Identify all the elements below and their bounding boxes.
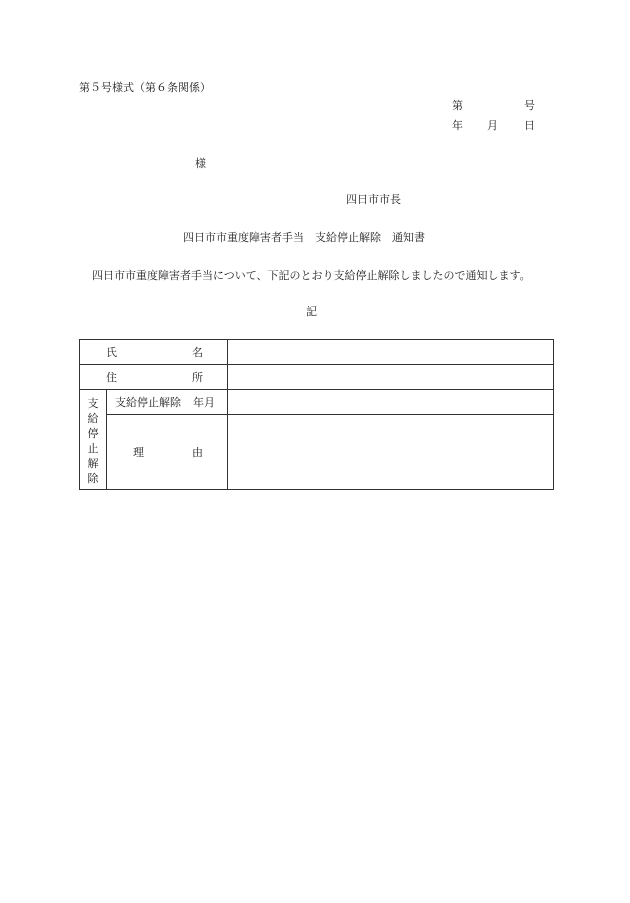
group-label-cell [80,390,107,490]
name-label-1: 氏 [106,346,117,359]
reason-value-cell[interactable] [228,415,554,490]
date-label-cell [107,390,228,415]
document-title: 四日市市重度障害者手当 支給停止解除 通知書 [183,231,425,244]
doc-number-suffix: 号 [524,99,535,112]
doc-number-prefix: 第 [452,99,463,112]
date-year: 年 [452,119,463,132]
name-label-cell [80,340,228,365]
table-row-reason [80,415,554,490]
date-label-1: 支給停止解除 [115,396,181,409]
name-value-cell[interactable] [228,340,554,365]
table-row-name [80,340,554,365]
group-label-char: 除 [87,471,99,485]
body-text: 四日市市重度障害者手当について、下記のとおり支給停止解除しましたので通知します。 [92,269,531,282]
ki-heading: 記 [306,305,317,318]
group-label-char: 給 [87,411,99,425]
address-label-cell [80,365,228,390]
date-month: 月 [487,119,498,132]
reason-label-cell [107,415,228,490]
address-label-2: 所 [192,371,203,384]
group-label-char: 停 [87,426,99,440]
name-label-2: 名 [192,346,203,359]
group-label-char: 止 [87,441,99,455]
info-table [79,339,554,490]
table-row-stop-date [80,390,554,415]
date-day: 日 [524,119,535,132]
date-label-2: 年月 [193,396,215,409]
reason-label-1: 理 [133,446,144,459]
group-label-char: 解 [87,456,99,470]
form-number: 第５号様式（第６条関係） [79,81,211,94]
sender-name: 四日市市長 [346,193,401,206]
table-row-address [80,365,554,390]
address-value-cell[interactable] [228,365,554,390]
address-label-1: 住 [106,371,117,384]
reason-label-2: 由 [192,446,203,459]
recipient-suffix: 様 [195,157,206,170]
date-value-cell[interactable] [228,390,554,415]
group-label-char: 支 [87,396,99,410]
